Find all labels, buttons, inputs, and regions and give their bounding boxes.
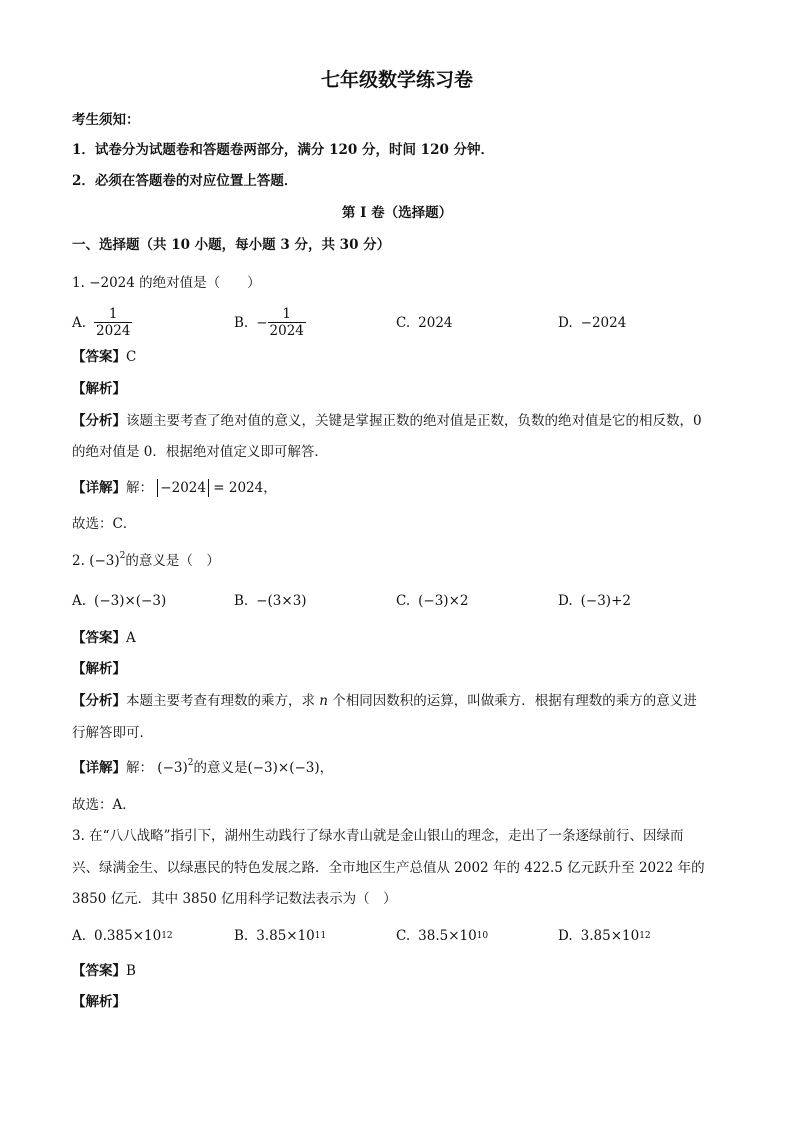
option-label: B. [234, 928, 249, 944]
q2-detail-exponent: 2 [187, 758, 194, 768]
q1-number: 1. [72, 275, 85, 291]
q1-options [72, 306, 732, 339]
q2-stem-text: 的意义是（ ） [125, 553, 220, 569]
q2-exponent: 2 [119, 551, 126, 561]
q2-detail-base: (−3) [157, 760, 188, 776]
option-text: −2024 [580, 314, 627, 331]
q1-detail [72, 478, 277, 498]
answer-tag: 【答案】 [72, 963, 126, 979]
q1-answer-value: C [126, 349, 137, 365]
q2-fenxi-text-1a: 本题主要考查有理数的乘方，求 [126, 693, 320, 709]
q3-option-c: C. 38.5×10 10 [396, 925, 558, 947]
q3-option-d: D. 3.85×10 12 [558, 925, 720, 947]
denominator: 2024 [96, 323, 131, 339]
section-title: 一、选择题（共 10 小题，每小题 3 分，共 30 分） [72, 237, 391, 253]
q2-number: 2. [72, 553, 85, 569]
q1-detail-prefix: 解： [126, 480, 153, 496]
q1-option-d [558, 306, 720, 339]
q1-option-a [72, 306, 234, 339]
q1-fenxi-1 [72, 411, 702, 431]
fenxi-tag: 【分析】 [72, 413, 126, 429]
q3-line-2: 兴、绿满金生、以绿惠民的特色发展之路．全市地区生产总值从 2002 年的 422.5 亿元跃升至 2022 年的 [72, 860, 705, 876]
q1-conclusion: 故选：C． [72, 516, 137, 532]
notice-item-1: 1．试卷分为试题卷和答题卷两部分，满分 120 分，时间 120 分钟． [72, 142, 495, 158]
q1-option-b [234, 306, 396, 339]
xiangjie-tag: 【详解】 [72, 480, 126, 496]
option-mantissa: 0.385×10 [94, 928, 162, 944]
answer-tag: 【答案】 [72, 349, 126, 365]
option-label: D. [558, 928, 573, 944]
q2-fenxi-text-1b: 个相同因数积的运算，叫做乘方．根据有理数的乘方的意义进 [328, 693, 697, 709]
q3-line-3: 3850 亿元．其中 3850 亿用科学记数法表示为（ ） [72, 891, 397, 907]
q1-fenxi-text-1: 该题主要考查了绝对值的意义，关键是掌握正数的绝对值是正数，负数的绝对值是它的相反数，0 [126, 413, 702, 429]
option-text: −(3×3) [256, 593, 307, 609]
q1-fenxi-2: 的绝对值是 0．根据绝对值定义即可解答． [72, 444, 328, 460]
option-label: A. [72, 314, 87, 331]
fraction [94, 306, 132, 339]
q2-analysis-tag [72, 659, 126, 679]
q2-stem [72, 551, 220, 571]
option-text: (−3)×(−3) [94, 593, 167, 609]
analysis-tag: 【解析】 [72, 381, 126, 397]
analysis-tag: 【解析】 [72, 994, 126, 1010]
q3-line-1: 3. 在“八八战略”指引下，湖州生动践行了绿水青山就是金山银山的理念，走出了一条逐绿前行、因绿而 [72, 828, 684, 844]
option-label: D. [558, 314, 573, 331]
q3-analysis-tag [72, 992, 126, 1012]
option-mantissa: 3.85×10 [256, 928, 315, 944]
notice-label: 考生须知： [72, 112, 140, 128]
q1-detail-rest: = 2024， [208, 480, 277, 496]
page-title: 七年级数学练习卷 [320, 69, 473, 91]
q2-option-b [234, 590, 396, 612]
q3-options [72, 925, 732, 947]
q3-option-b: B. 3.85×10 11 [234, 925, 396, 947]
q2-base: (−3) [89, 553, 120, 569]
q3-option-a: A. 0.385×10 12 [72, 925, 234, 947]
q2-options [72, 590, 732, 612]
variable-n: n [319, 693, 328, 709]
fenxi-tag: 【分析】 [72, 693, 126, 709]
q2-detail-rest: (−3)×(−3)， [247, 760, 334, 776]
q2-answer [72, 628, 136, 648]
option-label: B. [234, 593, 249, 609]
q1-expression: −2024 [89, 275, 135, 291]
option-text: (−3)×2 [418, 593, 469, 609]
q2-option-d [558, 590, 720, 612]
q2-fenxi-1 [72, 691, 697, 711]
option-mantissa: 3.85×10 [580, 928, 640, 944]
denominator: 2024 [269, 323, 304, 339]
numerator: 1 [108, 306, 118, 322]
option-label: C. [396, 928, 411, 944]
q1-detail-abs: −2024 [157, 479, 209, 497]
q3-answer-value: B [126, 963, 136, 979]
q1-stem [72, 273, 261, 293]
minus-sign: − [256, 314, 268, 331]
option-label: A. [72, 928, 87, 944]
option-text: (−3)+2 [580, 593, 631, 609]
q2-option-c [396, 590, 558, 612]
option-text: 2024 [418, 314, 453, 331]
q2-detail-mid: 的意义是 [193, 760, 248, 776]
option-label: C. [396, 593, 411, 609]
q3-answer [72, 961, 136, 981]
q1-answer [72, 347, 136, 367]
answer-tag: 【答案】 [72, 630, 126, 646]
q2-answer-value: A [126, 630, 136, 646]
option-label: B. [234, 314, 249, 331]
q2-fenxi-2: 行解答即可． [72, 725, 153, 741]
q2-option-a [72, 590, 234, 612]
notice-item-2: 2．必须在答题卷的对应位置上答题． [72, 173, 298, 189]
q2-detail-prefix: 解： [126, 760, 153, 776]
option-label: C. [396, 314, 411, 331]
part-title: 第 I 卷（选择题） [341, 205, 453, 221]
analysis-tag: 【解析】 [72, 661, 126, 677]
xiangjie-tag: 【详解】 [72, 760, 126, 776]
q2-detail [72, 758, 333, 778]
option-label: D. [558, 593, 573, 609]
option-mantissa: 38.5×10 [418, 928, 477, 944]
fraction [268, 306, 306, 339]
q1-stem-text: 的绝对值是（ ） [134, 275, 261, 291]
q1-analysis-tag [72, 379, 126, 399]
option-label: A. [72, 593, 87, 609]
q2-conclusion: 故选：A． [72, 797, 136, 813]
q1-option-c [396, 306, 558, 339]
numerator: 1 [282, 306, 291, 322]
